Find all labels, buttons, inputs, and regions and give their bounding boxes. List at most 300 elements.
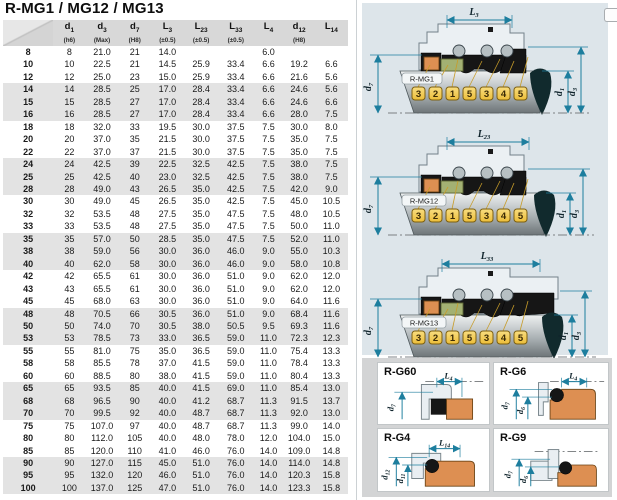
dimension-cell: 13.0 (315, 407, 348, 419)
dimension-cell: 57.0 (85, 233, 118, 245)
table-row (3, 233, 348, 245)
svg-text:d11: $d_{11}$ (395, 473, 407, 484)
svg-text:1: 1 (449, 89, 456, 100)
card-r-g6 (493, 362, 609, 425)
dimension-cell: 11.6 (315, 308, 348, 320)
row-size-label: 22 (23, 146, 34, 157)
row-size-label: 75 (23, 420, 34, 431)
row-size-label: 10 (23, 59, 34, 70)
dimension-cell: 11.0 (260, 370, 277, 381)
dimension-cell: 30.0 (158, 271, 177, 282)
dimension-cell: 9.0 (262, 283, 275, 294)
dimension-cell: 12.0 (259, 433, 278, 444)
dimension-cell: 35.0 (184, 183, 218, 195)
o-ring (559, 462, 572, 475)
dimension-cell: 38.0 (158, 370, 177, 381)
dimension-cell: 6.6 (262, 59, 275, 70)
table-row (3, 382, 348, 394)
dimension-cell: 6.6 (253, 96, 283, 108)
dimension-cell: 110 (127, 445, 142, 456)
gland-drawing-r-g4 (377, 439, 489, 491)
column-header-d3: $d_3$ (Max) (85, 20, 118, 46)
dimension-cell: 93.5 (85, 382, 118, 394)
dimension-cell: 55 (64, 345, 75, 356)
column-header-L14: $L_{14}$ (315, 20, 348, 46)
dimension-cell: 6.6 (253, 108, 283, 120)
dimension-cell: 30.0 (290, 121, 308, 132)
dimension-cell: 80.4 (290, 370, 308, 381)
dimension-cell: 14.8 (315, 457, 348, 469)
dimension-cell: 24.6 (284, 96, 315, 108)
dimension-cell: 92 (119, 407, 151, 419)
dimension-cell: 33.0 (151, 332, 184, 344)
dimension-cell: 56 (119, 245, 151, 257)
dimension-cell: 5.6 (325, 71, 338, 82)
seal-diagram-r-mg12 (362, 125, 608, 242)
set-screw-icon (488, 149, 493, 154)
dimension-cell: 73 (119, 332, 151, 344)
dimension-cell: 75 (64, 420, 75, 431)
dimension-cell: 105 (127, 433, 143, 444)
dimension-cell: 132.0 (85, 469, 118, 481)
dimension-cell: 7.5 (253, 158, 283, 170)
diagram-name: R-MG12 (409, 196, 439, 206)
dimension-cell: 59.0 (227, 345, 245, 356)
svg-text:L23: $L_{23}$ (477, 129, 491, 141)
svg-text:5: 5 (517, 211, 524, 222)
face-ring (441, 59, 463, 71)
spring-icon (481, 45, 493, 57)
dimension-cell: 30.0 (192, 134, 210, 145)
dimension-cell: 14 (53, 83, 85, 95)
dimension-cell: 65.5 (93, 271, 111, 282)
row-size-label: 33 (23, 221, 34, 232)
dimension-cell: 6.0 (262, 47, 275, 57)
dimension-cell: 53 (53, 332, 85, 344)
dimension-cell: 25.9 (192, 59, 210, 70)
dimension-cell: 115 (119, 457, 151, 469)
dimension-cell: 28.5 (85, 108, 118, 120)
dimension-cell: 26.5 (151, 183, 184, 195)
dimension-cell: 78.0 (227, 433, 245, 444)
row-size-label: 30 (23, 196, 34, 207)
svg-text:5: 5 (466, 211, 473, 222)
dimension-cell: 78.5 (85, 332, 118, 344)
dimension-cell: 11.0 (322, 221, 340, 232)
svg-text:3: 3 (415, 333, 422, 344)
dimension-cell: 28.4 (184, 96, 218, 108)
row-size-label: 32 (23, 208, 34, 219)
set-screw-icon (488, 27, 493, 32)
dimension-cell: 53.5 (93, 221, 111, 232)
svg-text:4: 4 (500, 333, 507, 344)
dimension-cell: 125 (119, 482, 151, 494)
dimension-cell: 50.0 (290, 221, 308, 232)
dimension-cell: 7.5 (262, 221, 275, 232)
dimension-cell: 30.0 (192, 121, 210, 132)
dimension-cell: 90 (53, 457, 85, 469)
dimension-cell: 46.0 (218, 258, 253, 270)
dimension-cell: 12.3 (315, 332, 348, 344)
dimension-cell: 20 (64, 134, 75, 145)
dimension-cell: 114.0 (284, 457, 315, 469)
dimension-cell: 17.0 (151, 108, 184, 120)
dimension-cell: 14.5 (158, 59, 177, 70)
dimension-cell: 7.5 (325, 134, 338, 145)
spring-icon (501, 45, 513, 57)
row-size-label: 90 (3, 457, 53, 469)
dimension-cell: 33.4 (218, 96, 253, 108)
svg-text:3: 3 (415, 211, 422, 222)
table-header-row (3, 20, 348, 46)
dimension-cell: 7.5 (262, 121, 275, 132)
dimension-cell: 37.0 (158, 358, 177, 369)
dimension-cell: 11.0 (253, 382, 283, 394)
dimension-cell: 19.2 (290, 59, 308, 70)
dimension-cell: 6.6 (315, 96, 348, 108)
svg-text:d12: $d_{12}$ (379, 469, 392, 480)
table-row (3, 270, 348, 282)
dimension-cell: 8.0 (325, 121, 338, 132)
dimension-cell: 51.0 (227, 271, 245, 282)
svg-text:d3: $d_3$ (569, 209, 581, 219)
dimension-cell: 11.6 (315, 320, 348, 332)
dimension-cell: 25 (119, 83, 151, 95)
dimension-cell: 50 (119, 233, 151, 245)
dimension-cell: 59.0 (218, 332, 253, 344)
dimension-cell: 62.0 (290, 271, 308, 282)
dimension-cell: 99.5 (85, 407, 118, 419)
svg-text:L4: $L_4$ (569, 372, 578, 383)
dimension-cell: 45.0 (151, 457, 184, 469)
dimension-cell: 38.0 (184, 320, 218, 332)
dimension-cell: 6.6 (262, 71, 275, 82)
table-row (3, 220, 348, 232)
part-number-tags (412, 87, 527, 100)
dimension-cell: 13.3 (322, 370, 341, 381)
dimension-cell: 65 (53, 382, 85, 394)
dimension-cell: 59.0 (85, 245, 118, 257)
dimension-cell: 9.5 (253, 320, 283, 332)
dimension-cell: 62.0 (85, 258, 118, 270)
seat-ring (447, 399, 473, 419)
dimension-cell: 78.4 (290, 358, 308, 369)
dimension-cell: 22.5 (151, 158, 184, 170)
dimension-cell: 7.5 (253, 183, 283, 195)
table-row (3, 195, 348, 207)
dimension-cell: 51.0 (227, 283, 245, 294)
dimension-cell: 47.5 (227, 221, 245, 232)
dimension-cell: 17.0 (151, 96, 184, 108)
dimension-cell: 40.0 (158, 433, 177, 444)
card-title: R-G4 (384, 432, 411, 444)
svg-text:d7: $d_7$ (502, 471, 515, 479)
dimension-cell: 46.0 (218, 245, 253, 257)
dimension-cell: 6.6 (325, 59, 338, 70)
svg-text:d3: $d_3$ (567, 87, 579, 97)
dimension-cell: 27.5 (158, 221, 177, 232)
clamp-bar (548, 450, 559, 479)
dimension-cell: 12 (64, 71, 75, 82)
dimension-cell: 120.3 (284, 469, 315, 481)
dimension-cell: 11.3 (253, 395, 283, 407)
dimension-cell: 35.0 (290, 134, 308, 145)
svg-text:d1: $d_1$ (558, 331, 570, 341)
dimension-cell: 30.0 (192, 146, 210, 157)
svg-text:d7: $d_7$ (385, 404, 398, 412)
dimension-cell: 11.6 (322, 296, 340, 307)
dimension-cell: 11.0 (315, 233, 348, 245)
dimension-cell: 14.0 (253, 482, 283, 494)
dimension-cell: 14.0 (259, 445, 278, 456)
svg-text:L3: $L_3$ (469, 7, 479, 19)
dimension-cell: 24.6 (284, 83, 315, 95)
table-row (3, 245, 348, 257)
row-size-label: 8 (25, 47, 31, 57)
dimension-cell: 51.0 (227, 296, 245, 307)
table-row (3, 308, 348, 320)
dimension-cell: 21.5 (158, 146, 177, 157)
dimension-cell: 64.0 (290, 296, 308, 307)
dimension-cell: 6.6 (253, 83, 283, 95)
dimension-cell: 30.0 (158, 283, 177, 294)
dimension-cell: 76.0 (227, 445, 245, 456)
seal-diagram-r-mg1 (362, 3, 608, 120)
dimension-cell: 65.5 (93, 283, 111, 294)
dimension-cell: 120 (119, 469, 151, 481)
dimension-cell: 48 (53, 308, 85, 320)
svg-text:d6: $d_6$ (517, 475, 530, 484)
svg-text:d3: $d_3$ (571, 331, 583, 341)
row-size-label: 70 (3, 407, 53, 419)
dimension-cell: 14.0 (322, 420, 341, 431)
svg-text:2: 2 (432, 333, 439, 344)
dimension-cell: 32 (64, 208, 75, 219)
dimension-cell: 33.4 (218, 108, 253, 120)
table-row (3, 146, 348, 158)
dimension-cell: 36.0 (192, 296, 210, 307)
svg-text:3: 3 (483, 211, 490, 222)
dimension-cell: 40.0 (151, 407, 184, 419)
svg-text:d7: $d_7$ (363, 204, 375, 214)
dimension-cell: 76.0 (218, 457, 253, 469)
dimension-cell: 36.0 (184, 258, 218, 270)
dimension-cell: 42.5 (227, 196, 245, 207)
dimension-cell: 58 (64, 358, 75, 369)
dimension-cell: 137.0 (85, 482, 118, 494)
table-row (3, 96, 348, 108)
dimension-cell: 35.0 (192, 221, 210, 232)
dimension-cell: 12.0 (322, 271, 341, 282)
dimension-cell: 33 (129, 121, 140, 132)
svg-text:5: 5 (466, 333, 473, 344)
dimension-cell: 36.0 (192, 271, 210, 282)
dimension-cell: 9.0 (262, 296, 275, 307)
dimension-cell: 46.0 (192, 445, 210, 456)
dimension-cell: 35.0 (158, 345, 177, 356)
dimension-cell: 55.0 (284, 245, 315, 257)
dimension-cell: 21 (129, 47, 140, 57)
dimension-cell: 7.5 (315, 171, 348, 183)
dimension-cell: 28.0 (284, 108, 315, 120)
svg-text:1: 1 (449, 333, 456, 344)
dimension-cell: 30 (64, 196, 75, 207)
dimension-cell: 42.5 (218, 171, 253, 183)
dimension-cell: 11.0 (253, 332, 283, 344)
dimension-cell: 37.0 (93, 146, 111, 157)
dimension-cell: 32.5 (184, 158, 218, 170)
dimension-cell: 51.0 (218, 308, 253, 320)
diagram-name: R-MG13 (409, 318, 439, 328)
row-size-label: 24 (3, 158, 53, 170)
dimension-cell: 61 (129, 283, 140, 294)
row-size-label: 35 (3, 233, 53, 245)
dimension-cell: 7.5 (325, 146, 338, 157)
table-row (3, 258, 348, 270)
table-row (3, 208, 348, 220)
dimension-cell: 47.0 (151, 482, 184, 494)
dimension-cell: 10.5 (322, 196, 341, 207)
dimension-cell (218, 46, 253, 58)
dimension-cell: 80 (129, 370, 140, 381)
table-row (3, 283, 348, 295)
dimension-cell: 7.5 (262, 208, 275, 219)
dimension-cell: 7.5 (315, 158, 348, 170)
row-size-label: 18 (23, 121, 34, 132)
dimension-cell: 69.3 (284, 320, 315, 332)
dimension-cell: 46.0 (151, 469, 184, 481)
column-header-d12: $d_{12}$ (H8) (284, 20, 315, 46)
dimension-cell: 48.0 (192, 433, 210, 444)
dimension-cell: 28 (53, 183, 85, 195)
dimension-cell: 123.3 (284, 482, 315, 494)
dimension-cell (284, 46, 315, 58)
dimension-cell: 40.0 (151, 395, 184, 407)
table-row (3, 357, 348, 369)
column-header-corner (3, 20, 53, 46)
dimension-cell: 76.0 (218, 482, 253, 494)
dimension-cell: 51.0 (184, 469, 218, 481)
table-row (3, 108, 348, 120)
dimension-cell: 30.0 (158, 296, 177, 307)
table-row (3, 420, 348, 432)
dimension-cell: 41.5 (184, 382, 218, 394)
dimension-cell: 37.0 (93, 134, 111, 145)
dimension-cell: 27.5 (158, 208, 177, 219)
row-size-label: 20 (23, 134, 34, 145)
dimension-cell: 15 (53, 96, 85, 108)
dimension-cell: 7.5 (262, 146, 275, 157)
dimension-cell: 14.0 (253, 457, 283, 469)
dimension-cell: 9.0 (253, 258, 283, 270)
dimension-cell: 36.0 (184, 308, 218, 320)
dimension-cell: 10.3 (315, 245, 348, 257)
dimension-cell: 127.0 (85, 457, 118, 469)
dimension-cell: 27 (119, 96, 151, 108)
dimension-cell: 28.4 (184, 83, 218, 95)
seat-ring (424, 57, 439, 70)
dimension-cell: 69.0 (218, 382, 253, 394)
dimension-cell: 18 (64, 121, 75, 132)
part-number-tags (412, 331, 527, 344)
dimension-cell: 33 (64, 221, 75, 232)
row-size-label: 68 (3, 395, 53, 407)
dimension-cell: 7.5 (262, 196, 275, 207)
dimension-cell: 33.4 (218, 83, 253, 95)
dimension-cell: 10.8 (315, 258, 348, 270)
dimension-cell: 25.0 (93, 71, 111, 82)
dimension-cell: 85 (64, 445, 75, 456)
dimension-cell: 14.0 (253, 469, 283, 481)
dimension-cell: 95 (53, 469, 85, 481)
dimension-cell: 15.0 (322, 433, 341, 444)
dimension-cell: 22.5 (93, 59, 111, 70)
svg-text:3: 3 (483, 89, 490, 100)
card-r-g60 (377, 362, 490, 425)
dimension-cell: 15.8 (315, 469, 348, 481)
dimension-cell: 120.0 (90, 445, 114, 456)
dimension-cell: 28.5 (85, 83, 118, 95)
row-size-label: 55 (23, 345, 34, 356)
gland-variants-panel (362, 358, 612, 497)
table-row (3, 121, 348, 133)
dimension-cell: 41.5 (192, 358, 210, 369)
svg-text:2: 2 (432, 89, 439, 100)
card-r-g4 (377, 428, 490, 492)
dimension-cell: 107.0 (90, 420, 114, 431)
row-size-label: 85 (23, 445, 34, 456)
row-size-label: 65 (3, 382, 53, 394)
dimension-cell: 30.0 (151, 258, 184, 270)
gland-drawing-r-g9 (496, 439, 608, 491)
dimension-cell: 10 (64, 59, 75, 70)
dimension-cell: 43 (64, 283, 75, 294)
table-row (3, 432, 348, 444)
dimension-cell: 48 (129, 221, 140, 232)
table-row (3, 83, 348, 95)
dimension-cell: 38 (53, 245, 85, 257)
part-number-tags (412, 209, 527, 222)
dimension-cell: 38.0 (284, 171, 315, 183)
table-row (3, 332, 348, 344)
dimension-cell: 35.0 (290, 146, 308, 157)
row-size-label: 60 (23, 370, 34, 381)
dimension-cell: 42.5 (218, 158, 253, 170)
dimension-cell: 37.5 (227, 134, 245, 145)
dimension-cell: 68 (53, 395, 85, 407)
dimension-cell: 68.7 (218, 407, 253, 419)
dimension-cell: 30.5 (151, 308, 184, 320)
dimension-cell: 59.0 (227, 370, 245, 381)
dimension-cell: 51.0 (184, 457, 218, 469)
table-row (3, 345, 348, 357)
dimension-cell: 25 (53, 171, 85, 183)
dimension-cell: 23.0 (151, 171, 184, 183)
dimension-cell: 62.0 (290, 283, 308, 294)
dimension-cell: 13.3 (322, 358, 341, 369)
dimension-cell: 36.0 (192, 283, 210, 294)
dimension-cell: 70 (53, 407, 85, 419)
dimension-table (3, 20, 348, 494)
row-size-label: 80 (23, 433, 34, 444)
page-corner-tab (604, 8, 617, 22)
dimension-cell: 7.5 (253, 171, 283, 183)
dimension-cell: 40.0 (158, 420, 177, 431)
row-size-label: 28 (3, 183, 53, 195)
dimension-cell: 13.7 (315, 395, 348, 407)
dimension-cell: 99.0 (290, 420, 308, 431)
dimension-cell: 45 (129, 196, 140, 207)
